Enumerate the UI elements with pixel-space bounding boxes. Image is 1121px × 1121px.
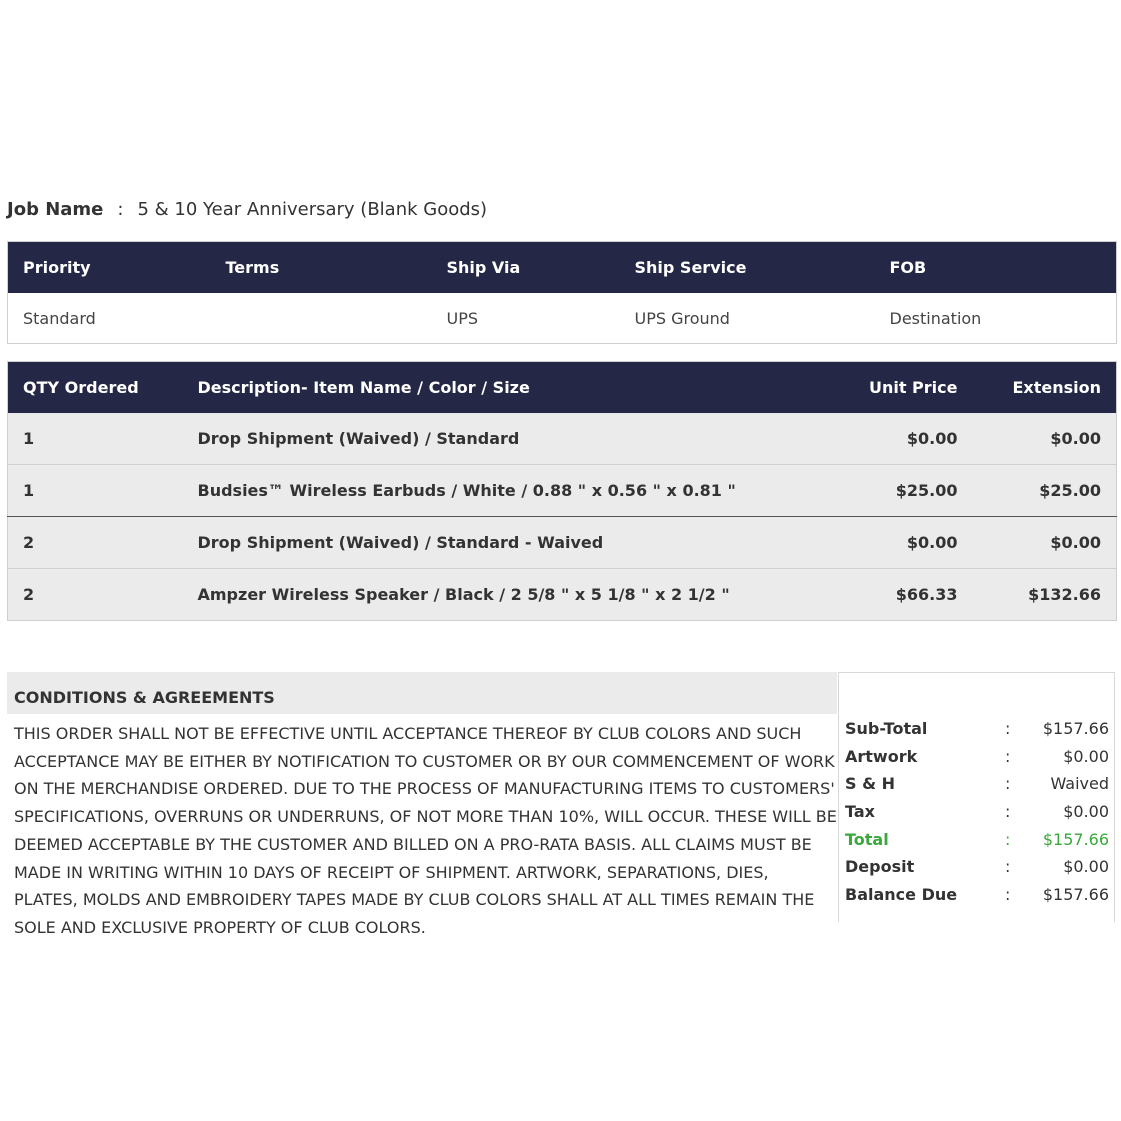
item-description: Drop Shipment (Waived) / Standard - Waived [183,517,798,569]
shipping-header-ship-service: Ship Service [620,242,875,294]
job-name-separator: : [117,199,124,220]
totals-separator: : [1005,829,1011,849]
shipping-header-priority: Priority [8,242,211,294]
subtotal-value: $157.66 [1042,719,1109,739]
shipping-priority-value: Standard [8,293,211,344]
totals-table [845,715,1109,908]
totals-separator: : [1005,746,1011,766]
item-qty: 1 [8,413,183,465]
tax-value: $0.00 [1063,802,1109,822]
shipping-ship-service-value: UPS Ground [620,293,875,344]
item-qty: 2 [8,517,183,569]
item-qty: 1 [8,465,183,517]
table-row [8,517,1117,569]
total-label: Total [845,829,889,849]
total-value: $157.66 [1042,829,1109,849]
item-qty: 2 [8,569,183,621]
shipping-values-row [8,293,1117,344]
totals-panel [838,672,1115,922]
totals-separator: : [1005,802,1011,822]
job-name-label: Job Name [7,199,104,220]
items-header-row [8,362,1117,414]
item-extension: $0.00 [973,517,1117,569]
balance-due-value: $157.66 [1042,884,1109,904]
subtotal-label: Sub-Total [845,719,928,739]
totals-separator: : [1005,884,1011,904]
shipping-header-row [8,242,1117,294]
shipping-ship-via-value: UPS [432,293,620,344]
table-row [8,413,1117,465]
shipping-handling-label: S & H [845,774,896,794]
shipping-header-fob: FOB [875,242,1117,294]
item-extension: $25.00 [973,465,1117,517]
item-extension: $132.66 [973,569,1117,621]
shipping-handling-value: Waived [1050,774,1109,794]
item-unit-price: $66.33 [798,569,973,621]
totals-row-balance-due [845,881,1109,909]
artwork-label: Artwork [845,746,918,766]
shipping-fob-value: Destination [875,293,1117,344]
item-description: Ampzer Wireless Speaker / Black / 2 5/8 " x 5 1/8 " x 2 1/2 " [183,569,798,621]
tax-label: Tax [845,802,875,822]
shipping-table [7,241,1117,344]
conditions-title: CONDITIONS & AGREEMENTS [7,672,837,714]
items-table [7,361,1117,621]
totals-row-subtotal [845,715,1109,743]
item-unit-price: $0.00 [798,517,973,569]
totals-row-tax [845,798,1109,826]
items-header-description: Description- Item Name / Color / Size [183,362,798,414]
item-unit-price: $25.00 [798,465,973,517]
totals-row-shipping [845,770,1109,798]
item-description: Budsies™ Wireless Earbuds / White / 0.88 " x 0.56 " x 0.81 " [183,465,798,517]
job-name-value: 5 & 10 Year Anniversary (Blank Goods) [137,199,488,220]
totals-row-total [845,825,1109,853]
totals-separator: : [1005,857,1011,877]
totals-row-artwork [845,743,1109,771]
totals-separator: : [1005,719,1011,739]
conditions-panel [7,672,837,937]
totals-separator: : [1005,774,1011,794]
item-extension: $0.00 [973,413,1117,465]
job-name-line [7,199,487,220]
totals-row-deposit [845,853,1109,881]
table-row [8,465,1117,517]
deposit-value: $0.00 [1063,857,1109,877]
shipping-header-ship-via: Ship Via [432,242,620,294]
shipping-header-terms: Terms [211,242,432,294]
shipping-terms-value [211,293,432,344]
deposit-label: Deposit [845,857,915,877]
conditions-text: THIS ORDER SHALL NOT BE EFFECTIVE UNTIL ACCEPTANCE THEREOF BY CLUB COLORS AND SUCH ACCEPTANCE MAY BE EITHER BY NOTIFICATION TO CUSTOMER OR BY OUR COMMENCEMENT OF WORK ON THE MERCHANDISE ORDERED. DUE TO THE PROCESS OF MANUFACTURING ITEMS TO CUSTOMERS' SPECIFICATIONS, OVERRUNS OR UNDERRUNS, OF NOT MORE THAN 10%, WILL OCCUR. THESE WILL BE DEEMED ACCEPTABLE BY THE CUSTOMER AND BILLED ON A PRO-RATA BASIS. ALL CLAIMS MUST BE MADE IN WRITING WITHIN 10 DAYS OF RECEIPT OF SHIPMENT. ARTWORK, SEPARATIONS, DIES, PLATES, MOLDS AND EMBROIDERY TAPES MADE BY CLUB COLORS SHALL AT ALL TIMES REMAIN THE SOLE AND EXCLUSIVE PROPERTY OF CLUB COLORS. [14,724,837,937]
table-row [8,569,1117,621]
item-description: Drop Shipment (Waived) / Standard [183,413,798,465]
items-header-extension: Extension [973,362,1117,414]
items-header-qty: QTY Ordered [8,362,183,414]
items-header-unit-price: Unit Price [798,362,973,414]
item-unit-price: $0.00 [798,413,973,465]
artwork-value: $0.00 [1063,746,1109,766]
balance-due-label: Balance Due [845,884,958,904]
